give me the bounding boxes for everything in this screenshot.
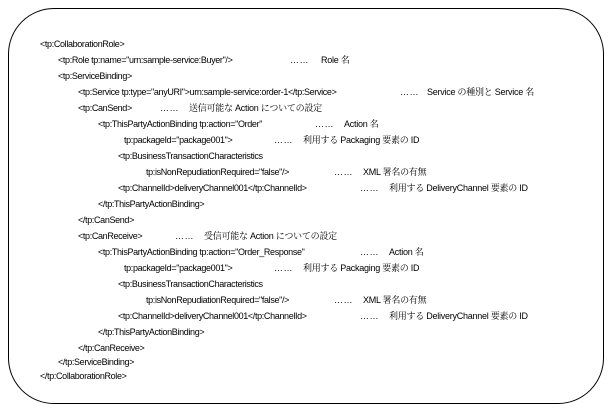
annotation-dots: …… <box>360 247 379 257</box>
code-line-action-binding-order: <tp:ThisPartyActionBinding tp:action="Order" <box>98 119 263 129</box>
annotation-text: 受信可能な Action についての設定 <box>204 231 337 241</box>
code-line-non-repudiation: tp:isNonRepudiationRequired="false"/> <box>146 295 290 305</box>
annotation-packaging-id <box>274 134 419 146</box>
code-line-non-repudiation: tp:isNonRepudiationRequired="false"/> <box>146 167 290 177</box>
code-line-service: <tp:Service tp:type="anyURI">urn:sample-service:order-1</tp:Service> <box>78 87 337 97</box>
code-line-collaboration-role-open: <tp:CollaborationRole> <box>40 39 125 49</box>
code-line-business-transaction: <tp:BusinessTransactionCharacteristics <box>118 279 263 289</box>
annotation-service-type <box>400 86 534 98</box>
annotation-text: 利用する Packaging 要素の ID <box>303 263 420 273</box>
code-line-action-binding-close: </tp:ThisPartyActionBinding> <box>98 199 205 209</box>
annotation-text: Service の種別と Service 名 <box>427 87 535 97</box>
annotation-dots: …… <box>334 295 353 305</box>
annotation-action-name <box>315 118 379 130</box>
annotation-dots: …… <box>334 167 353 177</box>
code-line-can-send-close: </tp:CanSend> <box>78 215 134 225</box>
annotation-dots: …… <box>175 231 194 241</box>
code-line-channel-id: <tp:ChannelId>deliveryChannel001</tp:ChannelId> <box>118 183 307 193</box>
code-line-service-binding-open: <tp:ServiceBinding> <box>58 71 132 81</box>
annotation-delivery-channel-id <box>360 182 528 194</box>
code-line-channel-id: <tp:ChannelId>deliveryChannel001</tp:ChannelId> <box>118 311 307 321</box>
code-line-action-binding-close: </tp:ThisPartyActionBinding> <box>98 327 205 337</box>
annotation-dots: …… <box>360 183 379 193</box>
annotation-dots: …… <box>274 263 293 273</box>
annotation-dots: …… <box>315 119 334 129</box>
code-line-collaboration-role-close: </tp:CollaborationRole> <box>40 371 127 381</box>
code-line-can-receive-close: </tp:CanReceive> <box>78 343 145 353</box>
annotation-dots: …… <box>360 311 379 321</box>
annotation-dots: …… <box>274 135 293 145</box>
annotation-role-name <box>290 54 350 66</box>
code-line-can-send-open: <tp:CanSend> <box>78 103 132 113</box>
code-line-package-id: tp:packageId="package001"> <box>124 263 233 273</box>
annotation-text: 送信可能な Action についての設定 <box>189 103 322 113</box>
annotation-dots: …… <box>290 55 309 65</box>
annotation-text: XML 署名の有無 <box>363 295 427 305</box>
code-line-can-receive-open: <tp:CanReceive> <box>78 231 143 241</box>
annotation-packaging-id <box>274 262 419 274</box>
code-line-action-binding-order-response: <tp:ThisPartyActionBinding tp:action="Order_Response" <box>98 247 305 257</box>
annotation-text: Role 名 <box>321 55 350 65</box>
annotation-xml-signature <box>334 294 426 306</box>
annotation-send-action <box>160 102 322 114</box>
code-line-business-transaction: <tp:BusinessTransactionCharacteristics <box>118 151 263 161</box>
annotation-action-name <box>360 246 424 258</box>
code-line-service-binding-close: </tp:ServiceBinding> <box>58 357 135 367</box>
annotation-text: 利用する Packaging 要素の ID <box>303 135 420 145</box>
annotation-dots: …… <box>160 103 179 113</box>
code-line-role: <tp:Role tp:name="urn:sample-service:Buyer"/> <box>58 55 233 65</box>
annotation-text: 利用する DeliveryChannel 要素の ID <box>389 311 528 321</box>
code-line-package-id: tp:packageId="package001"> <box>124 135 233 145</box>
annotation-receive-action <box>175 230 337 242</box>
annotation-xml-signature <box>334 166 426 178</box>
annotation-delivery-channel-id <box>360 310 528 322</box>
annotation-text: Action 名 <box>344 119 379 129</box>
annotation-text: XML 署名の有無 <box>363 167 427 177</box>
annotation-dots: …… <box>400 87 419 97</box>
annotation-text: Action 名 <box>389 247 424 257</box>
annotation-text: 利用する DeliveryChannel 要素の ID <box>389 183 528 193</box>
